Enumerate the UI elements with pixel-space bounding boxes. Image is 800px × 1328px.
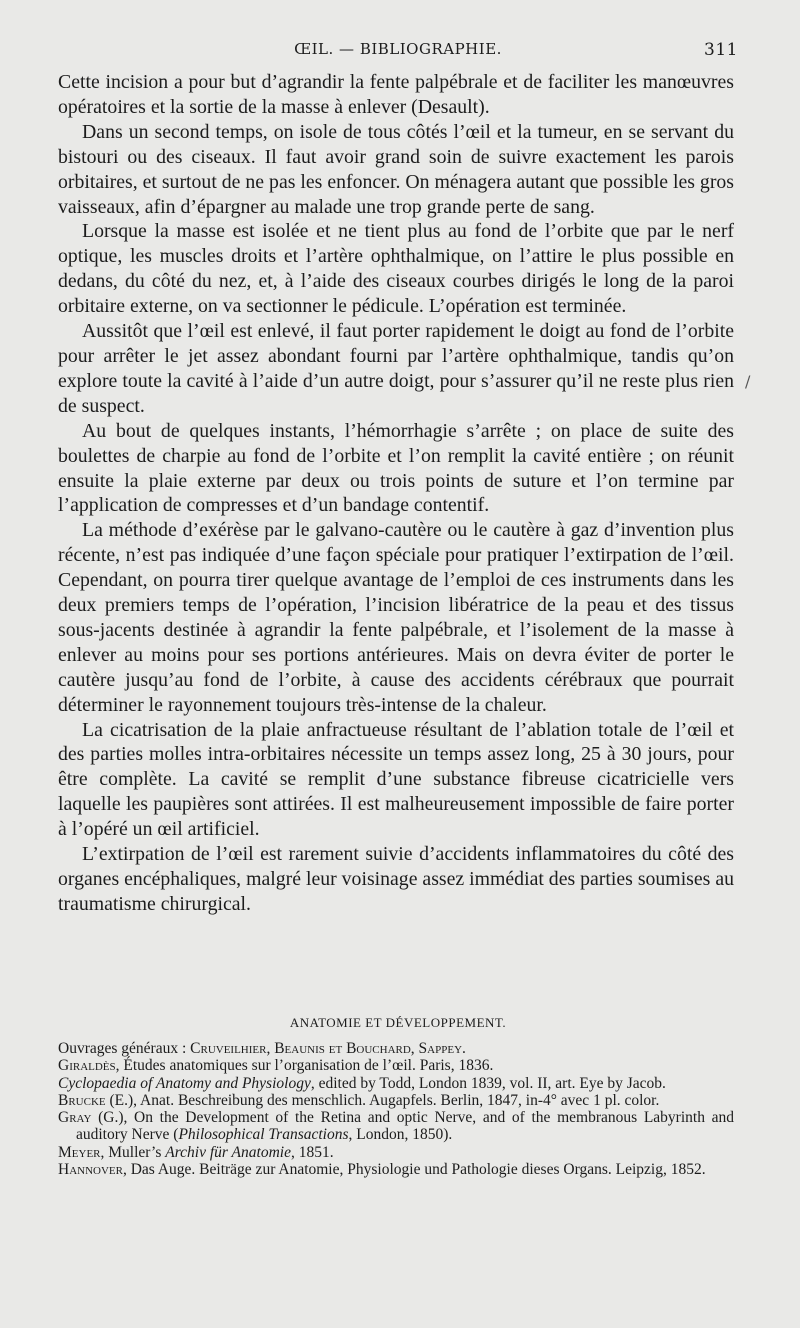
bibliography-entry: Cyclopaedia of Anatomy and Physiology, edited by Todd, London 1839, vol. II, art. Eye by Jacob. bbox=[58, 1074, 666, 1092]
margin-mark: / bbox=[745, 372, 751, 391]
bibliography-entry: Hannover, Das Auge. Beiträge zur Anatomie, Physiologie und Pathologie dieses Organs. Leipzig, 1852. bbox=[58, 1161, 706, 1179]
paragraph: Au bout de quelques instants, l’hémorrhagie s’arrête ; on place de suite des boulettes de charpie au fond de l’orbite et l’on remplit la cavité entière ; on réunit ensuite la plaie externe par deux ou trois points de suture et l’on termine par l’application de compresses et d’un bandage contentif. bbox=[58, 419, 734, 517]
header-title: ŒIL. — BIBLIOGRAPHIE. bbox=[294, 40, 502, 58]
paragraph: Aussitôt que l’œil est enlevé, il faut porter rapidement le doigt au fond de l’orbite pour arrêter le jet assez abondant fourni par l’artère ophthalmique, tandis qu’on explore toute la cavité à l’aide d’un autre doigt, pour s’assurer qu’il ne reste plus rien de suspect. bbox=[58, 320, 734, 417]
paragraph: Dans un second temps, on isole de tous côtés l’œil et la tumeur, en se servant du bistouri ou des ciseaux. Il faut avoir grand soin de suivre exactement les parois orbitaires, et surtout de ne pas les enfoncer. On ménagera autant que possible les gros vaisseaux, afin d’épargner au malade une trop grande perte de sang. bbox=[58, 120, 734, 218]
section-title: ANATOMIE ET DÉVELOPPEMENT. bbox=[289, 1015, 507, 1030]
bibliography-entry: Giraldès, Études anatomiques sur l’organisation de l’œil. Paris, 1836. bbox=[58, 1057, 494, 1075]
paragraph: La méthode d’exérèse par le galvano-cautère ou le cautère à gaz d’invention plus récente, n’est pas indiquée d’une façon spéciale pour pratiquer l’extirpation de l’œil. Cependant, on pourra tirer quelque avantage de l’emploi de ces instruments dans les deux premiers temps de l’opération, l’incision libératrice de la peau et des tissus sous-jacents destinée à agrandir la fente palpébrale, et l’isolement de la masse à enlever au moins pour ses portions antérieures. Mais on devra éviter de porter le cautère jusqu’au fond de l’orbite, à cause des accidents cérébraux que pourrait déterminer le rayonnement toujours très-intense de la chaleur. bbox=[58, 519, 734, 716]
bibliography-entry: Brucke (E.), Anat. Beschreibung des menschlich. Augapfels. Berlin, 1847, in-4° avec 1 pl. color. bbox=[58, 1091, 660, 1109]
bibliography-entry: Meyer, Muller’s Archiv für Anatomie, 1851. bbox=[58, 1143, 334, 1161]
bibliography-list bbox=[58, 1040, 734, 1178]
main-text bbox=[58, 70, 734, 917]
running-header bbox=[58, 40, 738, 62]
paragraph: La cicatrisation de la plaie anfractueuse résultant de l’ablation totale de l’œil et des parties molles intra-orbitaires nécessite un temps assez long, 25 à 30 jours, pour être complète. La cavité se remplit d’une substance fibreuse cicatricielle vers laquelle les paupières sont attirées. Il est malheureusement impossible de faire porter à l’opéré un œil artificiel. bbox=[58, 718, 734, 841]
page-number: 311 bbox=[704, 40, 738, 60]
paragraph: L’extirpation de l’œil est rarement suivie d’accidents inflammatoires du côté des organes encéphaliques, malgré leur voisinage assez immédiat des parties soumises au traumatisme chirurgical. bbox=[58, 843, 734, 915]
bibliography-entry: Gray (G.), On the Development of the Retina and optic Nerve, and of the membranous Labyrinth and auditory Nerve (Philosophical Transactions, London, 1850). bbox=[58, 1109, 734, 1144]
paragraph: Cette incision a pour but d’agrandir la fente palpébrale et de faciliter les manœuvres opératoires et la sortie de la masse à enlever (Desault). bbox=[58, 71, 734, 118]
bibliography-entry: Ouvrages généraux : Cruveilhier, Beaunis et Bouchard, Sappey. bbox=[58, 1040, 466, 1057]
paragraph: Lorsque la masse est isolée et ne tient plus au fond de l’orbite que par le nerf optique, les muscles droits et l’artère ophthalmique, on l’attire le plus possible en dedans, du côté du nez, et, à l’aide des ciseaux courbes dirigés le long de la paroi orbitaire externe, on va sectionner le pédicule. L’opération est terminée. bbox=[58, 220, 734, 318]
